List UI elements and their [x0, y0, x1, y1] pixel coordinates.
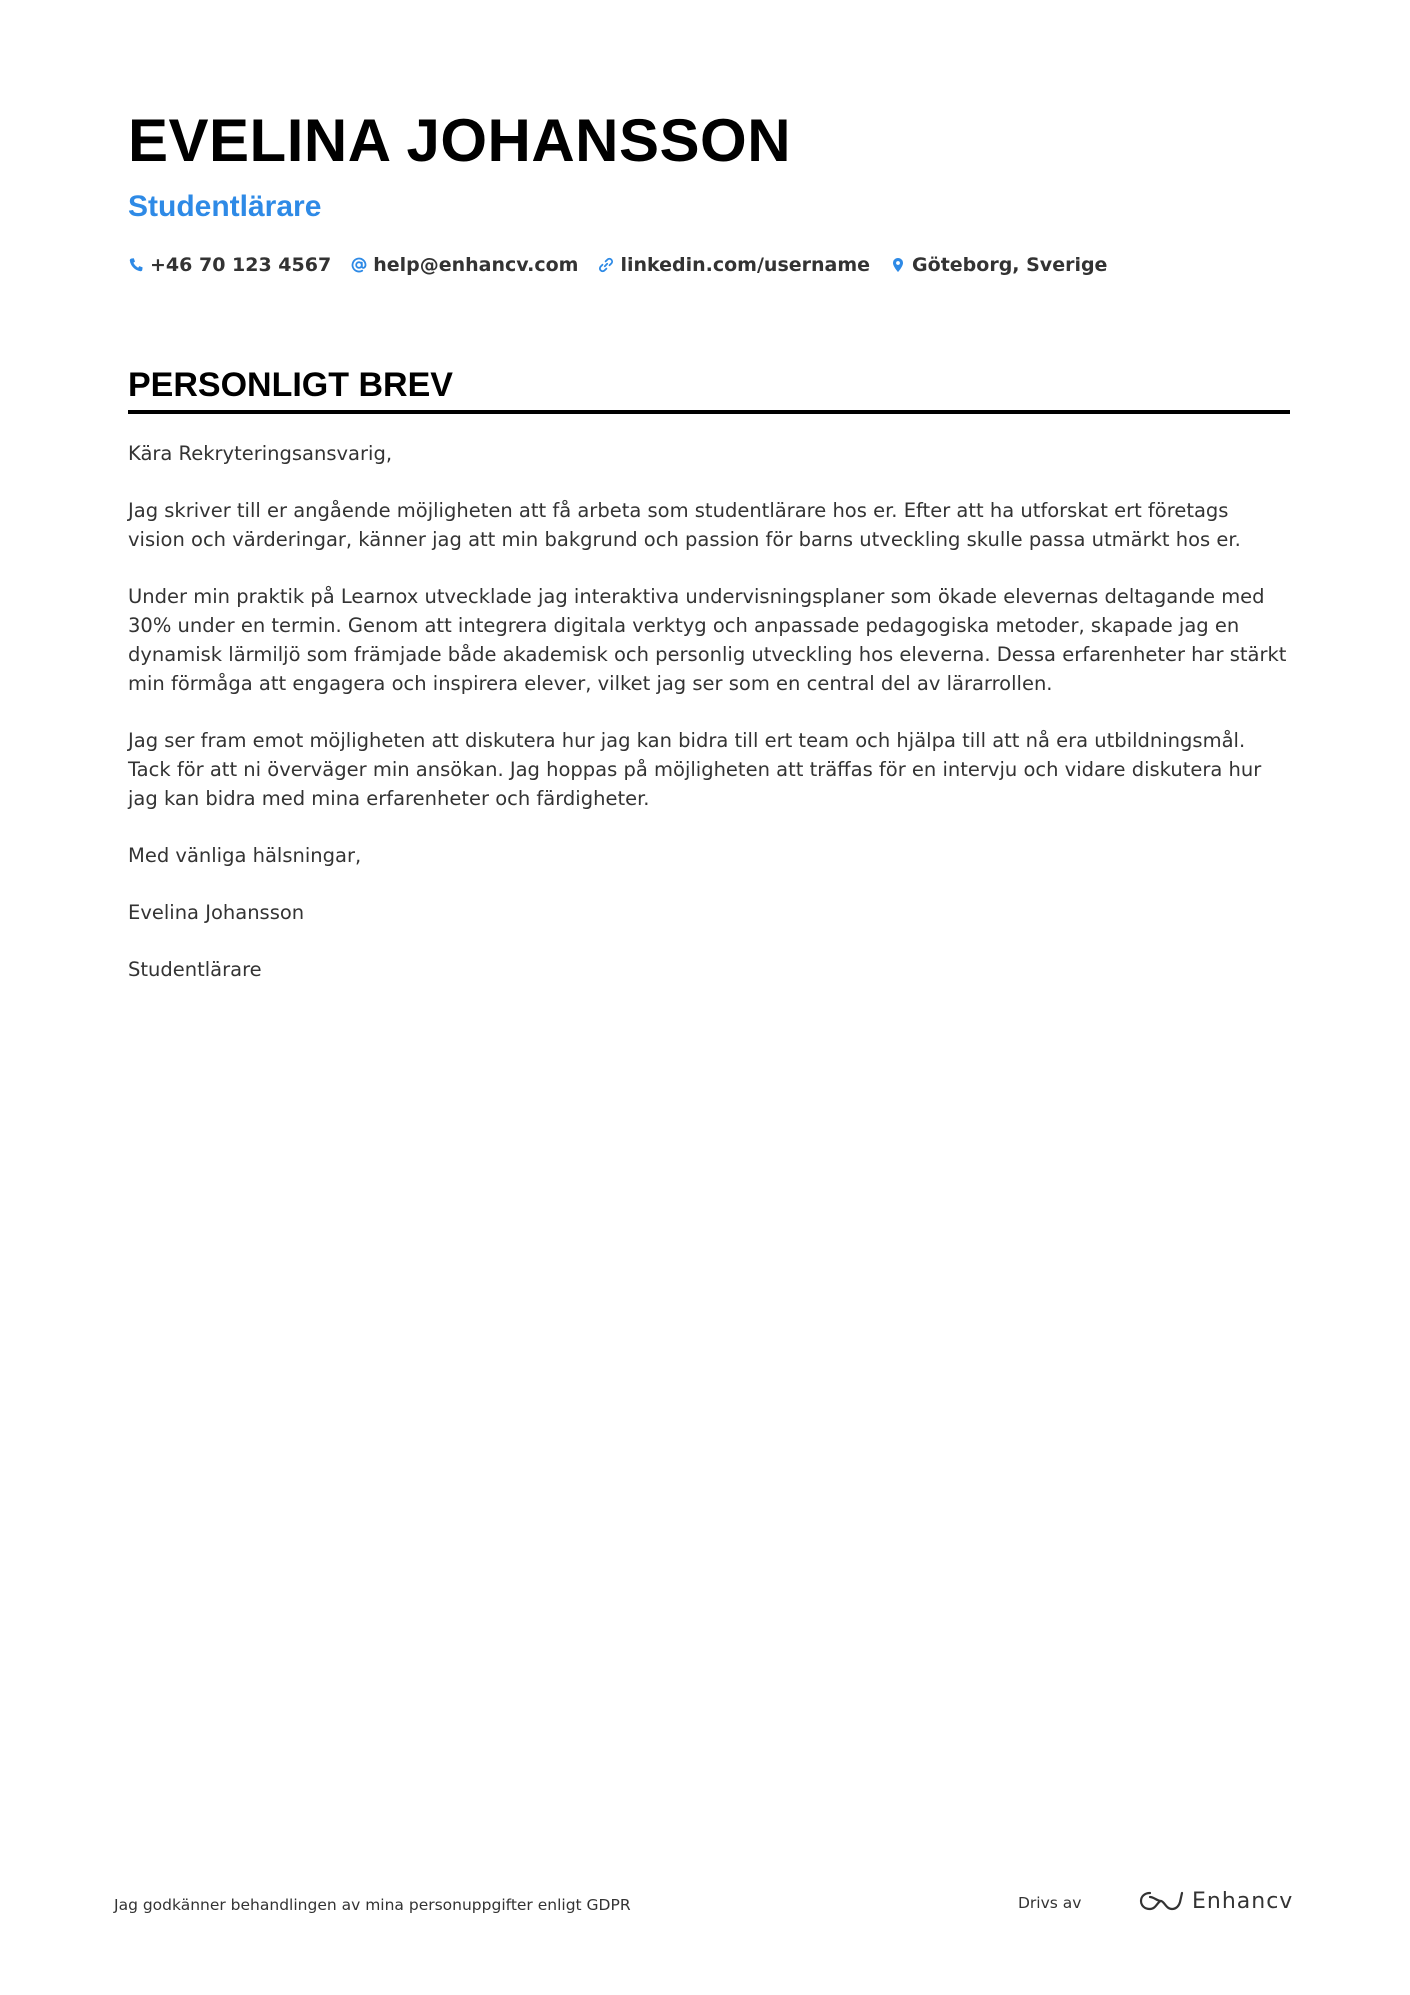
- section-heading: PERSONLIGT BREV: [128, 366, 453, 404]
- contact-phone-text: +46 70 123 4567: [150, 254, 332, 276]
- enhancv-logo-text: Enhancv: [1192, 1888, 1294, 1914]
- phone-icon: [128, 257, 144, 273]
- letter-closing: Med vänliga hälsningar,: [128, 844, 362, 867]
- link-icon: [598, 257, 614, 273]
- applicant-title: Studentlärare: [128, 190, 322, 223]
- at-icon: [351, 257, 367, 273]
- contact-location: [890, 254, 1107, 276]
- letter-body: [128, 439, 1290, 1012]
- letter-paragraph: Under min praktik på Learnox utvecklade jag interaktiva undervisningsplaner som ökade elevernas deltagande med 30% under en termin. Genom att integrera digitala verktyg och anpassade pedagogiska metoder, skapade jag en dynamisk lärmiljö som främjade både akademisk och personlig utveckling hos eleverna. Dessa erfarenheter har stärkt min förmåga att engagera och inspirera elever, vilket jag ser som en central del av lärarrollen.: [128, 585, 1287, 695]
- contact-location-text: Göteborg, Sverige: [912, 254, 1108, 276]
- powered-by-label: Drivs av: [1018, 1894, 1082, 1912]
- contact-email[interactable]: [351, 254, 578, 276]
- contact-phone: [128, 254, 331, 276]
- letter-greeting: Kära Rekryteringsansvarig,: [128, 442, 393, 465]
- letter-paragraph: Jag skriver till er angående möjligheten att få arbeta som studentlärare hos er. Efter att ha utforskat ert företags vision och värderingar, känner jag att min bakgrund och passion för barns utveckling skulle passa utmärkt hos er.: [128, 499, 1241, 551]
- location-pin-icon: [890, 257, 906, 273]
- applicant-name: EVELINA JOHANSSON: [128, 107, 792, 174]
- gdpr-consent-text: Jag godkänner behandlingen av mina personuppgifter enligt GDPR: [114, 1896, 631, 1914]
- signature-name: Evelina Johansson: [128, 901, 305, 924]
- letter-paragraph: Jag ser fram emot möjligheten att diskutera hur jag kan bidra till ert team och hjälpa till att nå era utbildningsmål. Tack för att ni överväger min ansökan. Jag hoppas på möjligheten att träffas för en intervju och vidare diskutera hur jag kan bidra med mina erfarenheter och färdigheter.: [128, 729, 1262, 810]
- enhancv-logo[interactable]: [1138, 1888, 1293, 1914]
- contact-row: [128, 254, 1107, 276]
- contact-linkedin-text[interactable]: linkedin.com/username: [620, 254, 871, 276]
- contact-email-text[interactable]: help@enhancv.com: [373, 254, 579, 276]
- section-divider: [128, 410, 1290, 414]
- contact-linkedin[interactable]: [598, 254, 870, 276]
- enhancv-logo-icon: [1138, 1888, 1184, 1914]
- signature-title: Studentlärare: [128, 958, 262, 981]
